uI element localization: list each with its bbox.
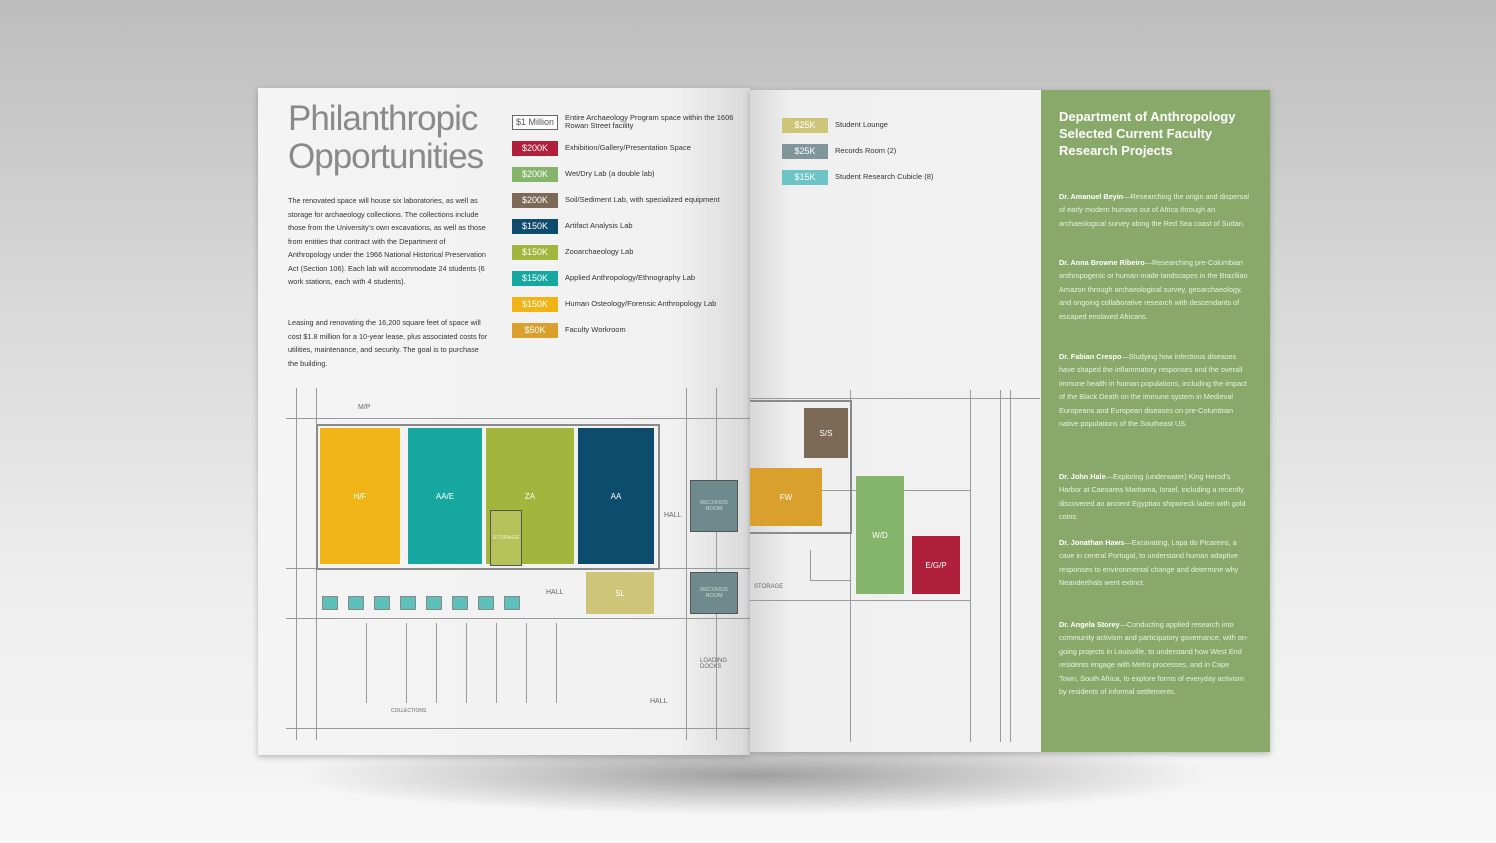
amount-badge: $150K [512,219,558,234]
legend-label: Wet/Dry Lab (a double lab) [565,169,655,178]
project-description: —Researching pre-Columbian anthropogenic or human-made landscapes in the Brazilian Amazon through archaeological survey, geoarchaeology, and ongoing collaborative research with descendants of escaped enslaved Africans. [1059,258,1248,321]
legend-row [512,244,735,260]
project-description: —Excavating, Lapa do Picareiro, a cave in central Portugal, to understand human adaptive responses to environmental change and determine why Neanderthals went extinct. [1059,538,1239,588]
loading-docks-label: LOADING DOCKS [700,658,728,670]
project-description: —Conducting applied research into community activism and participatory governance, with on-going projects in Louisville, to understand how West End residents engage with Metro processes, and in Cape Town, South Africa, to explore forms of everyday activism by residents of informal settlements. [1059,620,1249,697]
project-description: —Studying how infectious diseases have shaped the inflammatory responses and the overall immune health in human populations, including the impact of the Black Death on the immune system in Medieval Europeans and European diseases on pre-Columbian native populations of the Southeast US. [1059,352,1247,429]
floor-plan-right [750,390,1040,742]
research-project [1059,536,1249,590]
collections-label: COLLECTIONS [391,708,427,714]
research-cubicle[interactable] [452,596,468,610]
room-aae[interactable]: AA/E [408,428,482,564]
legend-label: Student Lounge [835,120,888,129]
storage-label-right: STORAGE [754,584,784,590]
researcher-name: Dr. Fabian Crespo [1059,352,1122,361]
researcher-name: Dr. Angela Storey [1059,620,1120,629]
legend-row [512,296,735,312]
amount-badge: $150K [512,271,558,286]
hall-label-2: HALL [664,512,682,519]
legend-row [512,322,735,338]
research-project [1059,256,1249,323]
cost-paragraph: Leasing and renovating the 16,200 square feet of space will cost $1.8 million for a 10-year lease, plus associated costs for utilities, maintenance, and security. The goal is to purchase the building. [288,318,488,368]
legend-label: Applied Anthropology/Ethnography Lab [565,273,696,282]
room-sl[interactable]: SL [586,572,654,614]
researcher-name: Dr. Jonathan Haws [1059,538,1125,547]
research-project [1059,618,1249,698]
records-room-1[interactable]: RECORDS ROOM [690,480,738,532]
legend-label: Student Research Cubicle (8) [835,172,934,181]
intro-paragraph: The renovated space will house six laboratories, as well as storage for archaeology collections. The collections include those from the University’s own excavations, as well as those from entities that contract with the Department of Anthropology under the 1966 National Historical Preservation Act (Section 106). Each lab will accommodate 24 students (6 work stations, each with 4 students). [288,196,486,286]
room-wd[interactable]: W/D [856,476,904,594]
researcher-name: Dr. Anna Browne Ribeiro [1059,258,1145,267]
hall-label-1: HALL [546,589,564,596]
page-title: Philanthropic Opportunities [288,99,484,176]
mp-label: M/P [358,404,371,411]
hall-label-3: HALL [650,698,668,705]
researcher-name: Dr. Amanuel Beyin [1059,192,1124,201]
research-cubicle[interactable] [504,596,520,610]
amount-badge: $50K [512,323,558,338]
legend-row [512,166,735,182]
research-cubicle[interactable] [400,596,416,610]
legend-row [782,117,1005,133]
legend-row [782,143,1005,159]
storage-room: STORAGE [490,510,522,566]
legend-row [512,270,735,286]
room-za[interactable]: ZA [486,428,574,564]
legend-label: Exhibition/Gallery/Presentation Space [565,143,691,152]
project-description: —Researching the origin and dispersal of early modern humans out of Africa through an archaeological survey along the Red Sea coast of Sudan. [1059,192,1249,228]
room-egp[interactable]: E/G/P [912,536,960,594]
amount-badge: $15K [782,170,828,185]
floor-plan-left [286,388,750,740]
legend-row [512,114,735,130]
legend-label: Entire Archaeology Program space within the 1606 Rowan Street facility [565,113,734,130]
research-project [1059,470,1249,524]
research-sidebar [1041,90,1270,752]
amount-badge: $150K [512,297,558,312]
sidebar-title: Department of Anthropology Selected Current Faculty Research Projects [1059,109,1236,158]
room-fw[interactable]: FW [750,468,822,526]
legend-label: Records Room (2) [835,146,897,155]
researcher-name: Dr. John Hale [1059,472,1106,481]
research-project [1059,190,1249,230]
amount-badge: $200K [512,141,558,156]
amount-badge: $1 Million [512,115,558,130]
room-ss[interactable]: S/S [804,408,848,458]
records-room-2[interactable]: RECORDS ROOM [690,572,738,614]
legend-row [782,169,1005,185]
amount-badge: $200K [512,167,558,182]
legend-row [512,140,735,156]
project-description: —Exploring (underwater) King Herod’s Harbor at Caesarea Maritama, Israel, including a recently discovered an ancient Egyptian shipwreck laden with gold coins. [1059,472,1246,522]
amount-badge: $150K [512,245,558,260]
room-hf[interactable]: H/F [320,428,400,564]
amount-badge: $200K [512,193,558,208]
legend-label: Faculty Workroom [565,325,626,334]
left-page [258,88,750,755]
research-cubicle[interactable] [374,596,390,610]
research-cubicle[interactable] [322,596,338,610]
right-page [750,90,1270,752]
research-cubicle[interactable] [348,596,364,610]
legend-row [512,218,735,234]
legend-label: Artifact Analysis Lab [565,221,633,230]
legend-label: Soil/Sediment Lab, with specialized equipment [565,195,720,204]
legend-label: Zooarchaeology Lab [565,247,634,256]
room-aa[interactable]: AA [578,428,654,564]
research-project [1059,350,1249,430]
research-cubicle[interactable] [426,596,442,610]
legend-label: Human Osteology/Forensic Anthropology Lab [565,299,717,308]
research-cubicle[interactable] [478,596,494,610]
legend-row [512,192,735,208]
amount-badge: $25K [782,144,828,159]
amount-badge: $25K [782,118,828,133]
